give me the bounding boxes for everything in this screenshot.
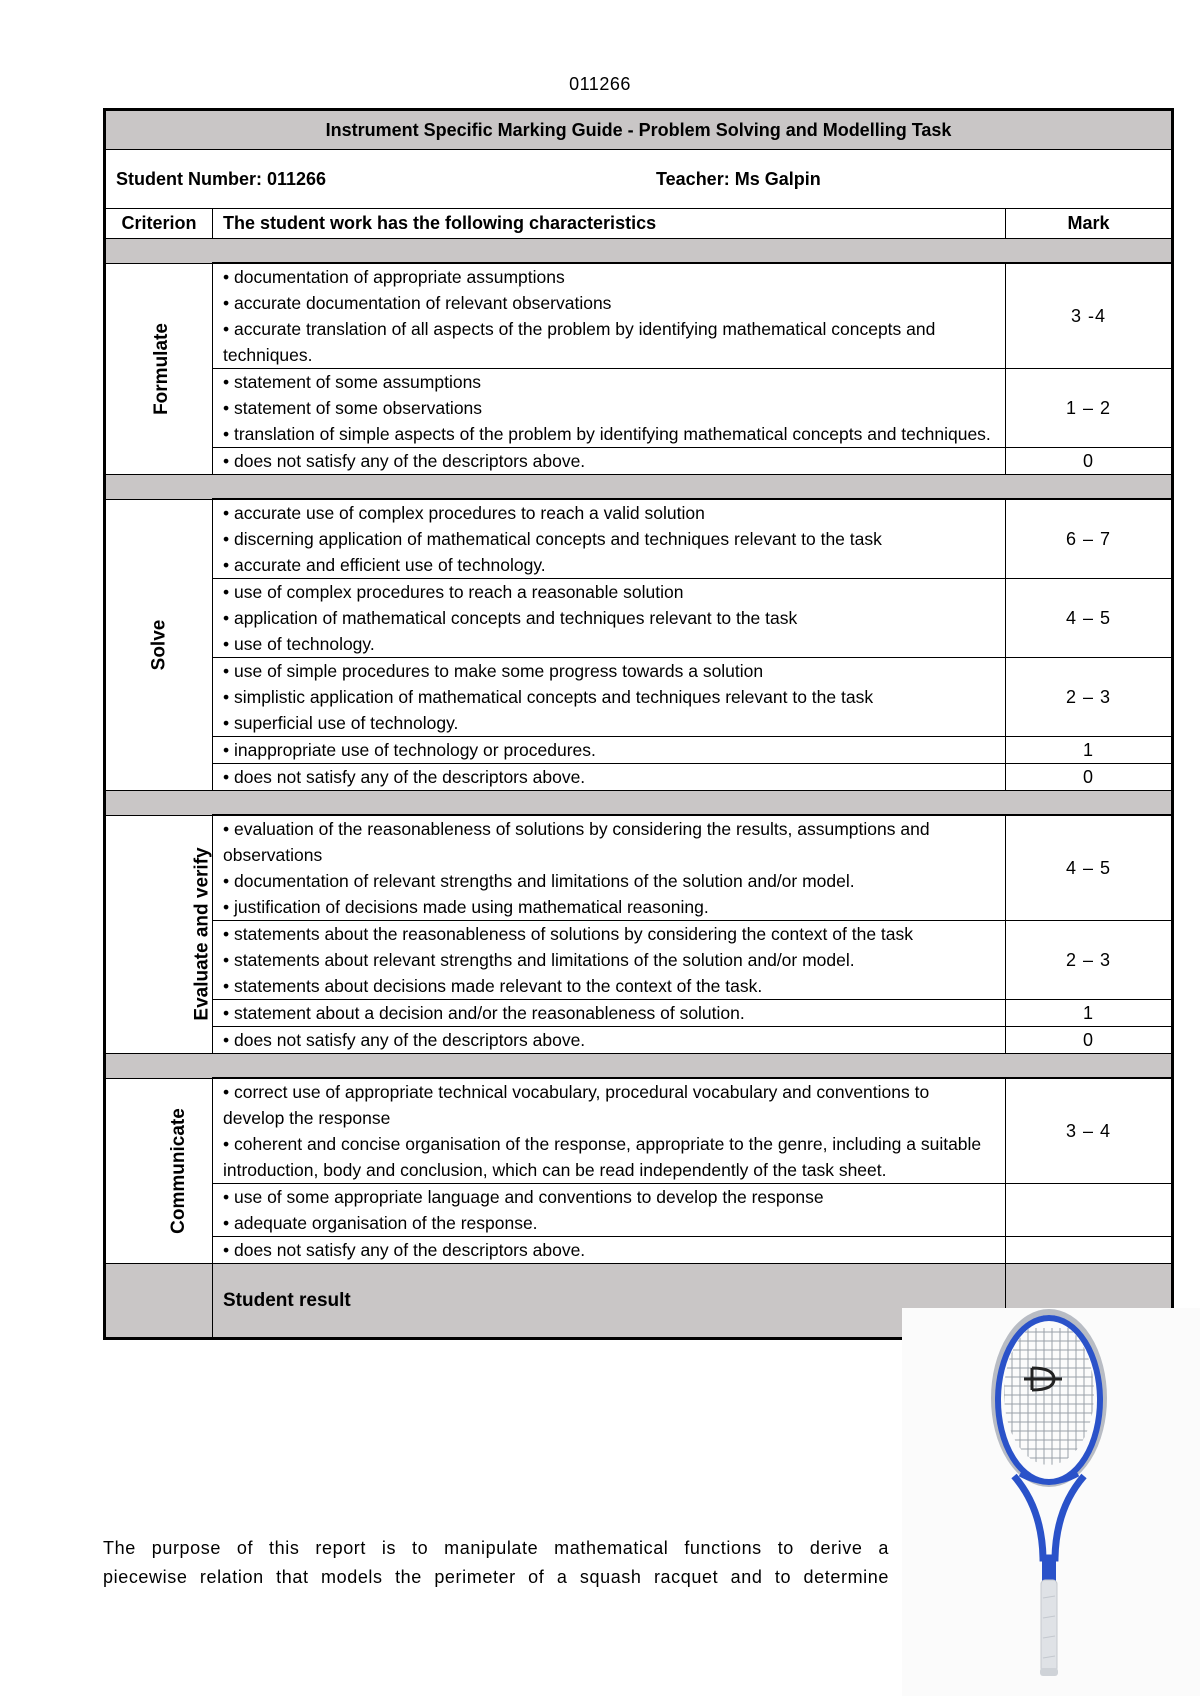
descriptor-line: • inappropriate use of technology or procedures. xyxy=(223,740,596,760)
mark-range: 4 – 5 xyxy=(1006,815,1173,921)
criterion-name-cell xyxy=(105,1078,213,1264)
criterion-row xyxy=(105,1000,1173,1027)
criterion-separator xyxy=(105,475,1173,500)
descriptor-cell xyxy=(213,1000,1006,1027)
mark-range: 3 – 4 xyxy=(1006,1078,1173,1184)
descriptor-cell xyxy=(213,369,1006,448)
student-number: Student Number: 011266 xyxy=(116,168,327,189)
criterion-name-cell xyxy=(105,815,213,1054)
paragraph-line-2: piecewise relation that models the perimeter of a squash racquet and to determine xyxy=(103,1567,889,1587)
descriptor-cell xyxy=(213,448,1006,475)
criterion-row xyxy=(105,658,1173,737)
criterion-row xyxy=(105,448,1173,475)
mark-range xyxy=(1006,1237,1173,1264)
descriptor-line: • use of complex procedures to reach a reasonable solution xyxy=(223,582,684,602)
descriptor-line: • statement of some observations xyxy=(223,398,483,418)
descriptor-cell xyxy=(213,658,1006,737)
descriptor-line: • accurate translation of all aspects of the problem by identifying mathematical concepts and techniques. xyxy=(223,319,936,365)
descriptor-line: • accurate use of complex procedures to reach a valid solution xyxy=(223,503,705,523)
descriptor-line: • does not satisfy any of the descriptors above. xyxy=(223,1240,586,1260)
criterion-name: Evaluate and verify xyxy=(191,847,213,1021)
descriptor-line: • statements about the reasonableness of solutions by considering the context of the task xyxy=(223,924,914,944)
descriptor-cell xyxy=(213,737,1006,764)
descriptor-line: • coherent and concise organisation of the response, appropriate to the genre, including a suitable introduction, body and conclusion, which can be read independently of the task sheet. xyxy=(223,1134,982,1180)
descriptor-cell xyxy=(213,579,1006,658)
descriptor-line: • superficial use of technology. xyxy=(223,713,459,733)
paragraph-line-1: The purpose of this report is to manipulate mathematical functions to derive a xyxy=(103,1538,889,1558)
descriptor-line: • does not satisfy any of the descriptors above. xyxy=(223,451,586,471)
descriptor-line: • translation of simple aspects of the problem by identifying mathematical concepts and techniques. xyxy=(223,424,991,444)
criterion-name-cell xyxy=(105,499,213,791)
descriptor-line: • application of mathematical concepts and techniques relevant to the task xyxy=(223,608,798,628)
teacher-name: Teacher: Ms Galpin xyxy=(656,168,821,189)
criterion-row xyxy=(105,1078,1173,1184)
descriptor-line: • accurate documentation of relevant observations xyxy=(223,293,612,313)
descriptor-line: • use of simple procedures to make some progress towards a solution xyxy=(223,661,764,681)
criterion-row xyxy=(105,1237,1173,1264)
criterion-separator xyxy=(105,239,1173,264)
mark-range: 0 xyxy=(1006,1027,1173,1054)
mark-range: 1 xyxy=(1006,1000,1173,1027)
descriptor-line: • documentation of appropriate assumptions xyxy=(223,267,565,287)
criterion-row xyxy=(105,737,1173,764)
descriptor-line: • statements about relevant strengths and limitations of the solution and/or model. xyxy=(223,950,855,970)
mark-range: 6 – 7 xyxy=(1006,499,1173,579)
criterion-name: Communicate xyxy=(167,1107,189,1234)
squash-racquet-image xyxy=(902,1308,1200,1696)
mark-range: 0 xyxy=(1006,448,1173,475)
intro-paragraph xyxy=(103,1534,889,1592)
descriptor-line: • correct use of appropriate technical vocabulary, procedural vocabulary and conventions to develop the response xyxy=(223,1082,930,1128)
descriptor-cell xyxy=(213,1184,1006,1237)
column-header-row xyxy=(105,209,1173,239)
criterion-name: Formulate xyxy=(150,322,172,415)
descriptor-line: • evaluation of the reasonableness of solutions by considering the results, assumptions and observations xyxy=(223,819,930,865)
descriptor-cell xyxy=(213,499,1006,579)
criterion-row xyxy=(105,579,1173,658)
mark-range: 2 – 3 xyxy=(1006,921,1173,1000)
descriptor-line: • justification of decisions made using mathematical reasoning. xyxy=(223,897,709,917)
criterion-row xyxy=(105,369,1173,448)
mark-range: 2 – 3 xyxy=(1006,658,1173,737)
title-row xyxy=(105,110,1173,150)
marking-guide-title: Instrument Specific Marking Guide - Problem Solving and Modelling Task xyxy=(105,110,1173,150)
descriptor-line: • does not satisfy any of the descriptors above. xyxy=(223,767,586,787)
mark-range: 0 xyxy=(1006,764,1173,791)
mark-range xyxy=(1006,1184,1173,1237)
descriptor-cell xyxy=(213,815,1006,921)
descriptor-line: • discerning application of mathematical concepts and techniques relevant to the task xyxy=(223,529,882,549)
result-blank-cell xyxy=(105,1264,213,1339)
criteria-body xyxy=(105,239,1173,1264)
descriptor-line: • statement of some assumptions xyxy=(223,372,482,392)
criterion-separator xyxy=(105,791,1173,816)
criterion-row xyxy=(105,499,1173,579)
descriptor-cell xyxy=(213,1078,1006,1184)
criterion-row xyxy=(105,263,1173,369)
criterion-row xyxy=(105,1184,1173,1237)
marking-guide-table xyxy=(103,108,1174,1340)
descriptor-line: • use of some appropriate language and conventions to develop the response xyxy=(223,1187,824,1207)
mark-range: 4 – 5 xyxy=(1006,579,1173,658)
descriptor-line: • statements about decisions made relevant to the context of the task. xyxy=(223,976,763,996)
descriptor-line: • does not satisfy any of the descriptors above. xyxy=(223,1030,586,1050)
criterion-name: Solve xyxy=(147,619,169,671)
criterion-name-cell xyxy=(105,263,213,475)
separator-cell xyxy=(105,791,1173,816)
descriptor-line: • simplistic application of mathematical concepts and techniques relevant to the task xyxy=(223,687,874,707)
descriptor-line: • adequate organisation of the response. xyxy=(223,1213,538,1233)
criterion-row xyxy=(105,1027,1173,1054)
separator-cell xyxy=(105,1054,1173,1079)
squash-racquet-icon xyxy=(902,1308,1200,1696)
info-row xyxy=(105,150,1173,209)
mark-range: 3 -4 xyxy=(1006,263,1173,369)
info-cell xyxy=(105,150,1173,209)
mark-range: 1 xyxy=(1006,737,1173,764)
criterion-header: Criterion xyxy=(105,209,213,239)
criterion-row xyxy=(105,921,1173,1000)
criterion-row xyxy=(105,815,1173,921)
separator-cell xyxy=(105,239,1173,264)
criterion-separator xyxy=(105,1054,1173,1079)
student-result-label: Student result xyxy=(213,1264,1006,1339)
descriptor-line: • statement about a decision and/or the reasonableness of solution. xyxy=(223,1003,745,1023)
descriptor-cell xyxy=(213,1237,1006,1264)
descriptor-cell xyxy=(213,764,1006,791)
descriptor-line: • use of technology. xyxy=(223,634,375,654)
descriptor-cell xyxy=(213,263,1006,369)
student-id-header: 011266 xyxy=(569,74,631,94)
descriptor-line: • documentation of relevant strengths and limitations of the solution and/or model. xyxy=(223,871,855,891)
criterion-row xyxy=(105,764,1173,791)
characteristics-header: The student work has the following characteristics xyxy=(213,209,1006,239)
descriptor-line: • accurate and efficient use of technology. xyxy=(223,555,546,575)
mark-range: 1 – 2 xyxy=(1006,369,1173,448)
mark-header: Mark xyxy=(1006,209,1173,239)
descriptor-cell xyxy=(213,1027,1006,1054)
separator-cell xyxy=(105,475,1173,500)
descriptor-cell xyxy=(213,921,1006,1000)
